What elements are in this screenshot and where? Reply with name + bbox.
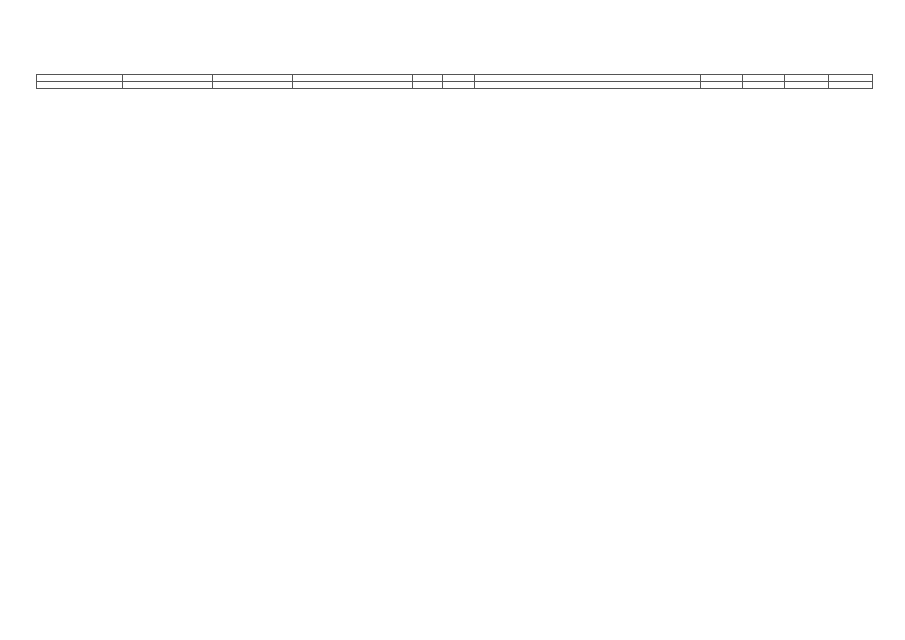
table-row bbox=[37, 75, 873, 82]
end-year-cell bbox=[829, 75, 873, 82]
district-cell bbox=[37, 82, 123, 89]
start-year-cell bbox=[785, 75, 829, 82]
house-number-cell bbox=[413, 82, 443, 89]
settlement-cell bbox=[123, 82, 213, 89]
locality-cell bbox=[213, 82, 293, 89]
work-type-cell bbox=[475, 75, 701, 82]
settlement-cell bbox=[123, 75, 213, 82]
plan-year-cell bbox=[701, 82, 743, 89]
document-table bbox=[36, 74, 873, 89]
work-type-cell bbox=[475, 82, 701, 89]
table-row bbox=[37, 82, 873, 89]
year-built-cell bbox=[443, 75, 475, 82]
value-cell bbox=[743, 82, 785, 89]
plan-year-cell bbox=[701, 75, 743, 82]
document-table-container bbox=[36, 74, 872, 89]
district-cell bbox=[37, 75, 123, 82]
street-cell bbox=[293, 82, 413, 89]
end-year-cell bbox=[829, 82, 873, 89]
start-year-cell bbox=[785, 82, 829, 89]
street-cell bbox=[293, 75, 413, 82]
house-number-cell bbox=[413, 75, 443, 82]
year-built-cell bbox=[443, 82, 475, 89]
locality-cell bbox=[213, 75, 293, 82]
table-body bbox=[37, 75, 873, 89]
value-cell bbox=[743, 75, 785, 82]
